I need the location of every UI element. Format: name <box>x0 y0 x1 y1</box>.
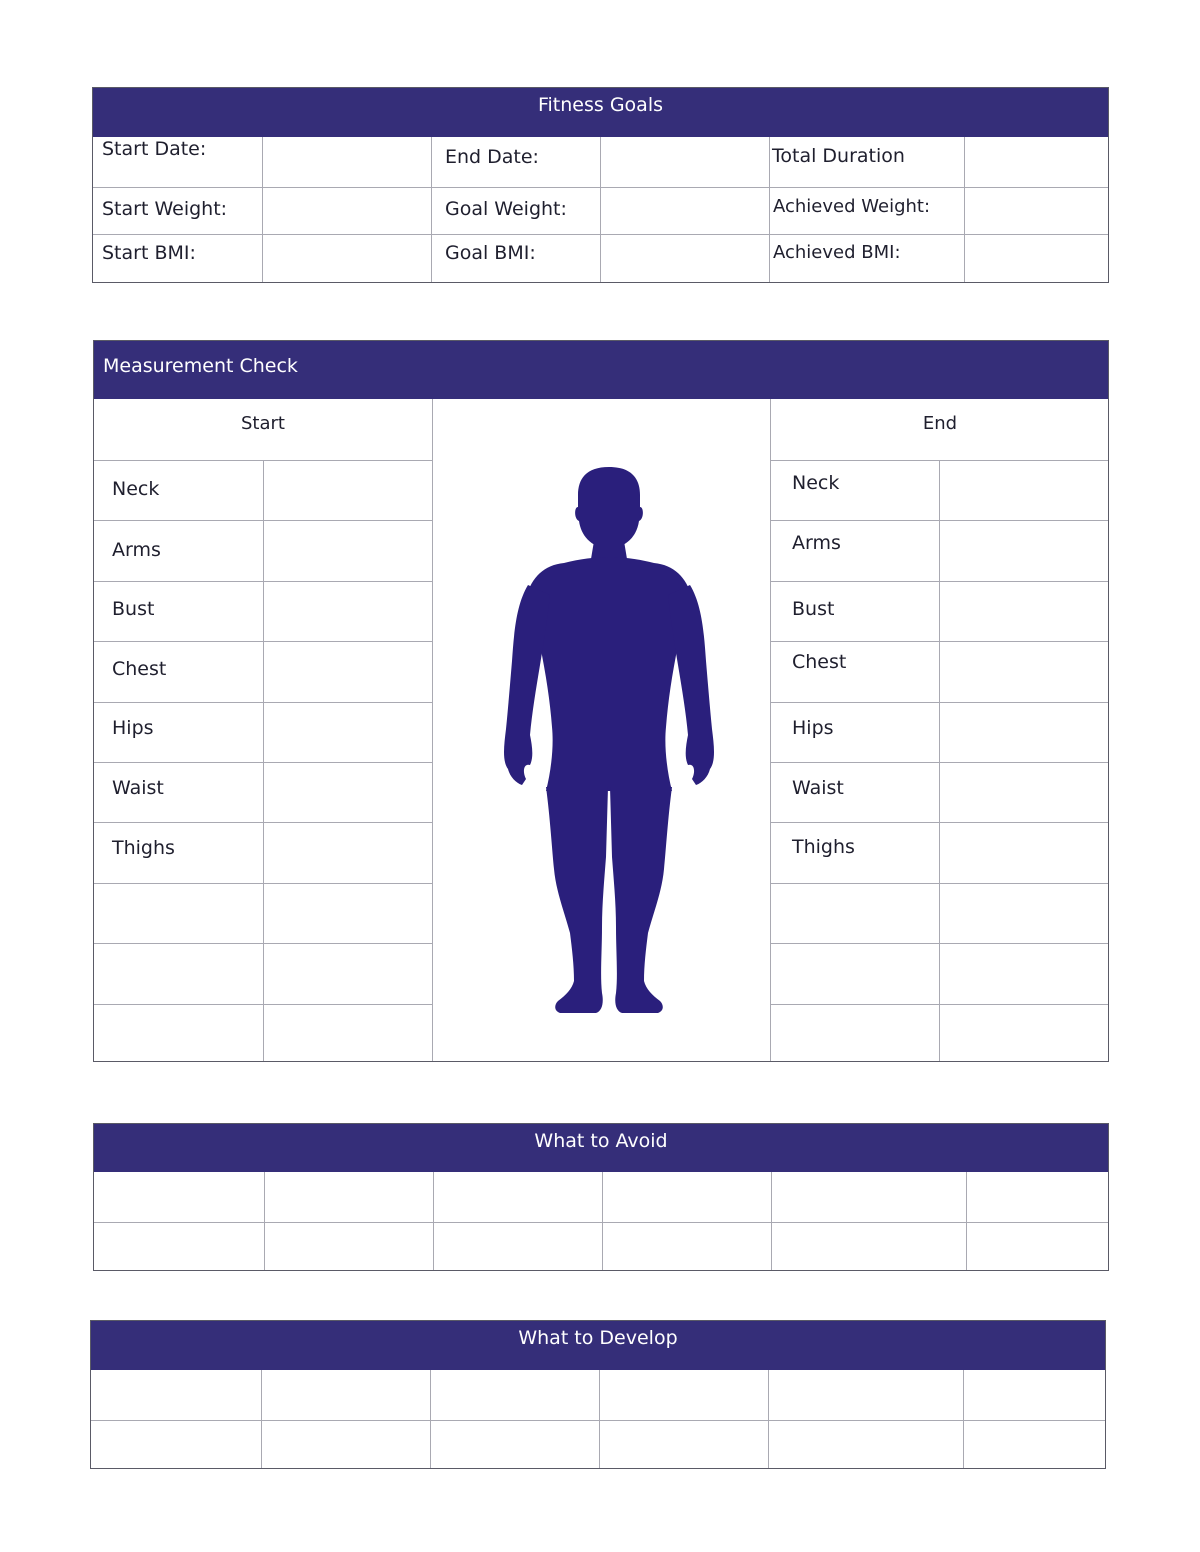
fitness-goals-header <box>93 88 1108 137</box>
start-hips-label: Hips <box>112 717 154 739</box>
measurement-check-header <box>94 341 1108 399</box>
end-date-label: End Date: <box>445 146 539 168</box>
total-duration-label: Total Duration <box>772 145 905 167</box>
achieved-bmi-label: Achieved BMI: <box>773 242 901 263</box>
what-to-avoid-section <box>93 1123 1109 1271</box>
start-neck-label: Neck <box>112 478 160 500</box>
end-column-header: End <box>922 413 958 434</box>
start-bmi-label: Start BMI: <box>102 242 196 264</box>
what-to-develop-section <box>90 1320 1106 1469</box>
start-date-label: Start Date: <box>102 138 207 160</box>
goal-bmi-label: Goal BMI: <box>445 242 536 264</box>
start-weight-label: Start Weight: <box>102 198 228 220</box>
end-hips-label: Hips <box>792 717 834 739</box>
start-arms-label: Arms <box>112 539 161 561</box>
measurement-check-section <box>93 340 1109 1062</box>
fitness-goals-section <box>92 87 1109 283</box>
end-bust-label: Bust <box>792 598 835 620</box>
end-neck-label: Neck <box>792 472 840 494</box>
end-arms-label: Arms <box>792 532 841 554</box>
start-thighs-label: Thighs <box>112 837 175 859</box>
what-to-avoid-title: What to Avoid <box>534 1130 668 1152</box>
fitness-goals-title: Fitness Goals <box>537 94 663 116</box>
end-thighs-label: Thighs <box>792 836 855 858</box>
goal-weight-label: Goal Weight: <box>445 198 567 220</box>
start-waist-label: Waist <box>112 777 164 799</box>
measurement-check-title: Measurement Check <box>103 355 298 377</box>
what-to-develop-title: What to Develop <box>518 1327 678 1349</box>
start-column-header: Start <box>241 413 285 434</box>
start-bust-label: Bust <box>112 598 155 620</box>
end-waist-label: Waist <box>792 777 844 799</box>
achieved-weight-label: Achieved Weight: <box>773 196 931 217</box>
start-chest-label: Chest <box>112 658 167 680</box>
end-chest-label: Chest <box>792 651 847 673</box>
human-body-silhouette-icon <box>504 465 714 1015</box>
what-to-develop-header <box>91 1321 1105 1370</box>
what-to-avoid-header <box>94 1124 1108 1172</box>
